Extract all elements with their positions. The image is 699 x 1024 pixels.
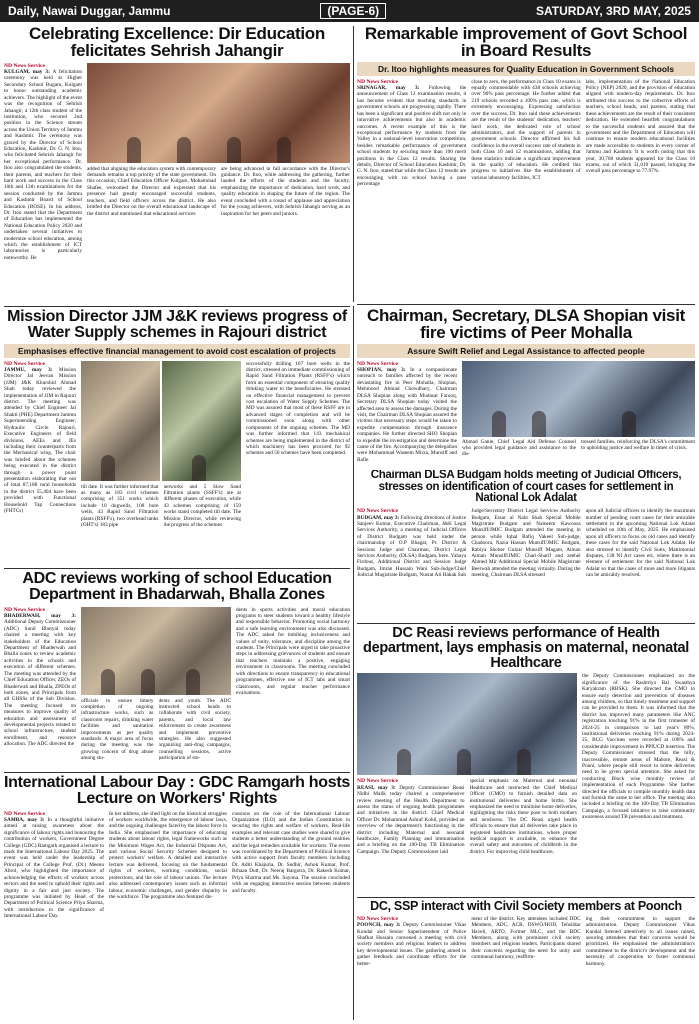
column-text: Judge/Secretary District Legal Services Authority Budgam, Essar ul Nabi Shah Special Mobile Magistrate Budgam and Nameem Kawoosa Munsiff/JMIC Budgam attended the meeting in person while Iqbal Rafiq Vakeel Sub-judge, Chadoora, Nazia Hassan Munsiff/JMIC Budgam, Rabiya Shoher Gulzar Munsiff Magam, Aiman Aiman Munsiff/JMIC Chari-Sharif and zeehel Ahmed Mir Additional Special Mobile Magistrate Beerwah attended the meeting virtually. During the meeting, Chairman DLSA stressed [471, 508, 581, 579]
column-text: tressed families, reinforcing the DLSA's commitment to upholding justice and welfare in times of crisis. [581, 438, 695, 452]
headline: DC Reasi reviews performance of Health department, lays emphasis on maternal, neonatal Healthcare [363, 626, 689, 671]
article-column [81, 484, 159, 560]
article-column [471, 508, 580, 622]
byline: ND News Service [4, 62, 46, 69]
article-column [232, 811, 350, 1017]
article-column [586, 508, 695, 622]
column-text: In a thoughtful initiative aimed at raising awareness about the significance of labour rights and honouring the contribution of workers, Government Degree College (GDC) Ramgarh organised a lecture to mark the International Labour Day 2025. The event was held under the leadership of Principal of the College Prof. (Dr.) Meenu Abrol, who highlighted the importance of acknowledging the efforts of workers across sectors and the need to uphold their rights and dignity in a fair and just society. The programme was initiated by Head of the Department of Political Science Priya Sharma, with introduction to the significance of International Labour Day. [4, 817, 104, 920]
column-text: successfully drilling 107 bore wells in the district, stressed on immediate commissioning of Rapid Sand Filtration Plants (RSFF's) which form an essential component of ensuring quality drinking water to the beneficiaries. He stressed on effective financial management to prevent cost escalation of Water Supply Schemes. The MD was assured that most of these RSFF are in advanced stages of completion and will be commissioned soon along with other components of the ongoing schemes. The MD was further informed that 143 mechanical schemes are being implemented in the district of which machinery has been procured for 92 schemes and 50 schemes have been completed. [246, 360, 350, 457]
column-text: the Deputy Commissioner emphasized on the significance of the Rashtriya Bal Swasthya Karyakram (RBSK). She directed the CMO to ensure early detection and prevention of diseases among children, so that timely treatment and support can be provided to them. It was informed that the district has improved many parameters like ANC registration touching 91% in the first trimester of 2024-25 in comparison to last year's 80%, institutional deliveries reaching 91% during 2024-25, BCG Vaccines were recorded at 108% and considerable improvement in PPIUCD insertion. The Deputy Commissioner stressed that the hilly, inaccessible, remote areas of Mahore, Reasi & Pouni, where people still resort to home deliveries need to be given special attention. She asked for conducting Block wise monthly review of implementation of each Programme. She further directed the officials to compile monthly health data and furnish the same to her office. The meeting also included a briefing on the 100-Day TB Elimination Campaign, a focused initiative to raise community awareness around TB prevention and treatment. [582, 673, 695, 821]
article-labour-day [4, 775, 350, 1020]
subheadline: Assure Swift Relief and Legal Assistance to affected people [357, 344, 695, 358]
article-column [164, 484, 242, 560]
dateline: POONCH, may 3: [357, 922, 401, 929]
article-column [357, 778, 465, 896]
column-text: ment of the district. Key attendees included DDC Members, ADC, ACR, DSWO/HOD, Tehsildar Haveli, ARTO, Former MLC, and the BDC Members, along with prominent civil society members and religious leaders. Participants shared their concerns regarding the need for unity and communal harmony, reaffirm- [471, 915, 581, 961]
column-text: ing their commitment to support the administration. Deputy Commissioner Vikas Kundal listened attentively to all issues raised, assuring attendees that their concerns would be prioritized. He emphasised the administration's commitment to the district's development and the necessity of cooperation to foster communal harmony. [585, 915, 695, 967]
article-column [4, 361, 76, 561]
article-column [221, 166, 350, 304]
byline: ND News Service [357, 78, 399, 85]
column-text: networks and 5 Slow Sand Filtration plants (SSFF's) are at different phases of execution, while 43 schemes comprising of 159 works stand completed till date. The Mission Director, while reviewing the progress of the schemes [163, 483, 241, 529]
column-text: Following the announcement of Class 12 examination results, it has become evident that teaching standards in government schools are progressing rapidly. There has been a significant and positive shift not only in innovative achievements but also in academic outcomes. A recent example of this is the exceptional performance by students from the Valley in a national-level innovation competition, besides remarkable performance of government school students by securing more than 100 merit positions in the Class 12 results. Sharing the details, Director of School Education Kashmir, Dr. G. N. Itoo, stated that while the Class 12 results are encouraging with no school having a pass percentage [357, 85, 467, 188]
column-text: added that aligning the education system with contemporary demands remains a top priority of the state government. On this occasion, Chief Education Officer Kulgam, Mohammad Shafee, welcomed the Director and expressed that his presence had greatly encouraged successful students, teachers, and field officers across the district. He also briefed the Director on the overall educational landscape of the district and mentioned that educational services [87, 165, 216, 217]
column-text: Deputy Commissioner Reasi Nidhi Malik today chaired a comprehensive review meeting of the Health Department to assess the status of ongoing health programmes and initiatives in the district. Chief Medical Officer Dr. Mohammad Ashraf Kohli, provided an overview of the department's functioning in the district including Maternal and neonatal healthcare, Family Planning and immunisation and a briefing on the 100-Day TB Elimination Campaign. The Deputy Commissioner laid [357, 784, 465, 855]
headline: Celebrating Excellence: Dir Education felicitates Sehrish Jahangir [29, 25, 325, 61]
headline: Chairman DLSA Budgam holds meeting of Judicial Officers, stresses on identification of court cases for settlement in National Lok Adalat [370, 470, 682, 505]
meeting-photo [81, 607, 231, 695]
headline: International Labour Day : GDC Ramgarh hosts Lecture on Workers' Rights [4, 775, 350, 808]
article-column [109, 811, 227, 1017]
article-column [87, 166, 216, 304]
article-column [357, 916, 466, 1014]
headline: ADC reviews working of school Education Department in Bhadarwah, Bhalla Zones [22, 571, 332, 604]
article-column [357, 361, 457, 467]
article-poonch [357, 900, 695, 1020]
column-text: special emphasis on Maternal and neonatal Healthcare and instructed the Chief Medical Officer (CMO) to furnish detailed data on institutional deliveries and home births. She emphasized the need to minimise home deliveries, highlighting the risks these pose to both mothers and newborns. The DC Reasi urged health officials to ensure that all deliveries take place in registered healthcare institutions, where proper medical support is available, to enhance the overall safety and outcomes of childbirth in the district. For improving child healthcare, [469, 778, 577, 855]
article-dlsa-shopian [357, 307, 695, 467]
headline: Remarkable improvement of Govt School in Board Results [364, 25, 688, 61]
column-text: dents and youth. The ADC instructed school heads to collaborate with civil society, parents, and local law enforcement to create awareness and implement preventive strategies. He also suggested organizing anti-drug campaigns, counselling sessions, active participation of stu- [158, 697, 231, 762]
article-jjm-review [4, 309, 350, 567]
article-column [586, 79, 695, 301]
article-board-results [357, 25, 695, 303]
dateline: BHADERWAH, may 3: [4, 613, 76, 620]
column-text: close to zero, the performance in Class 10 exams is equally commendable with 438 schools achieving over 90% pass percentage. He further added that 219 schools recorded a 100% pass rate, which is extremely encouraging. Expressing satisfaction over the success, Dr. Itoo said these achievements are the result of the students' dedication, teachers' hard work, the dedicated role of school administrators, and the support of parents in government schools. Director affirmed his full confidence in the overall success rate of students in both Class 10 and 12 examinations, adding that these statistics indicate a significant improvement in the quality of education. He credited this progress to initiatives like the establishment of various laboratory facilities, ICT [471, 78, 581, 181]
meeting-photo [81, 361, 160, 481]
byline: ND News Service [4, 606, 46, 613]
column-text: In her address, she shed light on the historical struggles of workers worldwide, the emergence of labour laws, and the ongoing challenges faced by the labour force in India. She emphasised the importance of educating students about labour rights, legal frameworks such as the Minimum Wages Act, the Industrial Disputes Act, and various Social Security Schemes designed to protect workers' welfare. A detailed and interactive lecture was delivered, focusing on the fundamental rights of workers, working conditions, social protections, and the role of labour unions. The lecture also addressed contemporary issues such as informal labour, economic challenges, and gender disparity in the workforce. The programme also featured dis- [109, 810, 227, 900]
article-column [236, 607, 350, 765]
masthead-page-number: (PAGE-6) [320, 3, 386, 19]
article-dlsa-budgam [357, 470, 695, 622]
column-text: Deputy Commissioner Vikas Kundal and Senior Superintendent of Police Shafkat Hussain convened a meeting with civil society members and religious leaders to address key developmental issues. The gathering aimed to gather feedback and coordinate efforts for the better- [357, 922, 467, 967]
article-dc-reasi [357, 626, 695, 896]
dateline: REASI, may 3: [357, 784, 396, 791]
column-text: In a compassionate outreach to families affected by the recent devastating fire in Peer Mohalla, Shopian, Mehmood Ahmad Chowdhary, Chairman DLSA Shopian along with Mudasar Farooq, Secretary DLSA Shopian today visited the affected area to assess the damages. During the visit, the Chairman DLSA Shopian assured the victims that necessary steps would be taken to expedite compensation through insurance companies. He further directed SHO Shopian to expedite the investigation and determine the cause of the fire. Accompanying the delegation were Mohammad Waseem Mirza, Munsiff and Rafie [357, 367, 457, 463]
column-text: labs, implementation of the National Education Policy (NEP) 2020, and the provision of education aligned with modern-day requirements. Dr. Itoo attributed this success to the collective efforts of teachers, school heads, and parents, stating that these achievements are the result of their consistent dedication. He extended heartfelt congratulations to the successful students and assured that the government and the Department of Education will continue to ensure modern educational facilities are made accessible to students in every corner of Jammu and Kashmir. It is worth noting that this year, 30,768 students appeared for the Class 10 exams, out of which 31,010 passed, bringing the overall pass percentage to 77.97%. [585, 78, 695, 175]
dateline: SRINAGAR, may 3: [357, 85, 420, 92]
article-column [357, 79, 466, 301]
article-column [470, 778, 578, 896]
article-column [159, 698, 232, 764]
article-column [586, 916, 695, 1014]
article-column [357, 508, 466, 622]
subheadline: Dr. Itoo highlights measures for Quality Education in Government Schools [357, 62, 695, 76]
article-column [462, 439, 576, 467]
masthead-date: SATURDAY, 3RD MAY, 2025 [536, 4, 691, 18]
byline: ND News Service [357, 778, 399, 785]
meeting-photo [162, 361, 241, 481]
article-column [81, 698, 154, 764]
byline: ND News Service [4, 360, 46, 367]
column-text: are being advanced in full accordance with the Director's guidance. Dr. Itoo, while addressing the gathering, further lauded the efforts of the students and the faculty, emphasizing the importance of dedication, hard work, and quality education in shaping the future of the region. The event concluded with a round of applause and appreciation for the young achievers, with Sehrish Jahangir serving as an inspiration for her peers and juniors. [221, 165, 350, 217]
headline: DC, SSP interact with Civil Society members at Poonch [370, 900, 682, 913]
felicitation-photo [87, 63, 350, 163]
dateline: BUDGAM, may 3: [357, 514, 400, 521]
column-text: Mission Director Jal Jeevan Mission (JJM) J&K Khurshid Ahmad Shah today reviewed the implementation of JJM in Rajouri district. The meeting was attended by Chief Engineer Jal Shakti (PHE) Department Jammu Superintending Engineer, Hydraulic Circle Rajouri, Executive Engineers of field divisions, AEEs and JEs including their counterparts from the Mechanical wing. The chair was briefed about the schemes being executed in the district through a power point presentation elaborating that out of total 87,188 rural households in the district 55,404 have been provided with Functional Household Tap Connections (FHTCs) [4, 367, 76, 514]
health-review-photo [357, 673, 577, 775]
column-text: Following directions of Justice Sanjeev Kumar, Executive Chairman, J&K Legal Services Authority, a meeting of Judicial Officers of District Budgam was held under the chairmanship of O.P Bhagat, Pr. District & Sessions Judge and Chairman, District Legal Services Authority, (DLSA) Budgam, here. Yahaya Firdous, Additional District and Session Judge Budgam, Imran Hussain Wani Sub-Judge/Chief Judicial Magistrate Budgam, Nusrat Ali Hakak Sub [357, 514, 467, 579]
column-text: upon all Judicial officers to identify the maximum number of pending court cases for their amicable settlement in the upcoming National Lok Adalat scheduled on 10th of May, 2025. He emphasised upon all officers to focus on old cases and identify these cases for the said National Lok Adalat. He also stressed to identify Civil Suits, Matrimonial disputes, 138 NI Act cases etc, where there is an element of settlement for the said National Lok Adalat so that the cases of more and more litigants can be amicably resolved. [585, 508, 695, 579]
byline: ND News Service [357, 915, 399, 922]
column-text: Additional Deputy Commissioner (ADC) Sunil Bhutyal today chaired a meeting with key stakeholders of the Education Department of Bhaderwah and Bhalla zones to review academic activities in the schools and execution of different schemes. The meeting was attended by the Chief Education Officer, ZEOs of Bhaderwah and Bhalla, ZPEOs of both zones, and Principals from all GHSSs of the Sub Division. The meeting focused on measures to improve quality of education and assessment of developmental projects related to school infrastructure, student enrollment, and resource allocation. The ADC directed the [4, 619, 76, 748]
column-text: officials to ensure timely completion of ongoing infrastructure works, such as classroom repairs, drinking water facilities and sanitation improvements as per quality standards. A major area of focus during the meeting was the growing concern of drug abuse among stu- [81, 697, 154, 762]
column-text: Ahmad Ganie, Chief Legal Aid Defense Counsel who provided legal guidance and assistance to the dis- [462, 438, 576, 458]
article-column [4, 607, 76, 765]
masthead [0, 0, 699, 22]
article-adc-bhadarwah [4, 571, 350, 771]
column-text: dents in sports activities and moral education programs to steer students toward a healthy lifestyle and responsible behavior. Promoting social harmony and a safe learning environment was also discussed. The ADC asked for imbibing inclusiveness and values of unity, tolerance, and discipline among the students. The Principals were urged to take proactive steps in addressing grievances of students and ensure that teachers maintain a positive, engaging environment in classrooms. The meeting concluded with directions to ensure transparency in educational programmes, effective use of ICT labs and smart classrooms, and regular teacher performance evaluations. [236, 606, 350, 696]
article-column [4, 63, 82, 305]
article-column [471, 79, 580, 301]
headline: Chairman, Secretary, DLSA Shopian visit fire victims of Peer Mohalla [366, 307, 685, 343]
article-column [581, 439, 695, 467]
dateline: SHOPIAN, may 3: [357, 367, 406, 374]
masthead-paper-name: Daily, Nawai Duggar, Jammu [8, 4, 171, 18]
column-text: cussions on the role of the International Labour Organization (ILO) and the Indian Constitution in securing the rights and welfare of workers. Real-life examples and relevant case studies were shared to give students a better understanding of the ground realities and the legal remedies available for workers. The event was coordinated by the Department of Political Science with active support from faculty members including Dr. Aditi Khajuria, Dr. Sudhir, Ashok Kumar, Prof. Brhaan Dutt, Dr. Neeraj Bargotra, Dr. Rakesh Kumar, Priya Sharma and Ms. Sayona. The session concluded with an engaging interactive session between students and faculty. [232, 810, 350, 894]
byline: ND News Service [357, 360, 399, 367]
headline: Mission Director JJM J&K reviews progress of Water Supply schemes in Rajouri district [7, 309, 347, 342]
subheadline: Emphasises effective financial management to avoid cost escalation of projects [4, 344, 350, 358]
dateline: KULGAM, may 3: [4, 69, 50, 76]
column-text: till date. It was further informed that as many as 183 civil schemes comprising of 351 works which include 10 dugwells, 108 bore wells, 43 Rapid Sand Filtration plants (RSFF's), two overhead tanks (OHT's) 183 pipe [81, 483, 159, 529]
byline: ND News Service [4, 810, 46, 817]
dateline: SAMBA, may 3: [4, 817, 45, 824]
article-column [4, 811, 104, 1017]
byline: ND News Service [357, 508, 399, 515]
fire-site-photo [462, 361, 695, 437]
dateline: JAMMU, may 3: [4, 367, 53, 374]
article-felicitation [4, 25, 350, 305]
article-column [246, 361, 350, 561]
article-column [471, 916, 580, 1014]
column-text: A felicitation ceremony was held at Higher Secondary School Bugam, Kulgam to honor outstanding academic achievers. The highlight of the event was the recognition of Sehrish Jahangir, a 12th class student of the institution, who secured 2nd position in the Science stream across the Union Territory of Jammu and Kashmir. The ceremony was graced by the Director of School Education, Kashmir, Dr. G. N. Itoo, who felicitated Sehrish Jahangir for her exceptional performance. Dr. Itoo also congratulated the students, their parents, and teachers for their hard work and success in the Class 10th and 12th examinations for the session conducted by the Jammu and Kashmir Board of School Education (BOSE). In his address, Dr. Itoo stated that the Department of Education has implemented the National Education Policy 2020 and undertaken several initiatives to modernize school education, among which the establishment of ICT laboratories is particularly noteworthy. He [4, 69, 82, 261]
article-column [582, 673, 695, 896]
